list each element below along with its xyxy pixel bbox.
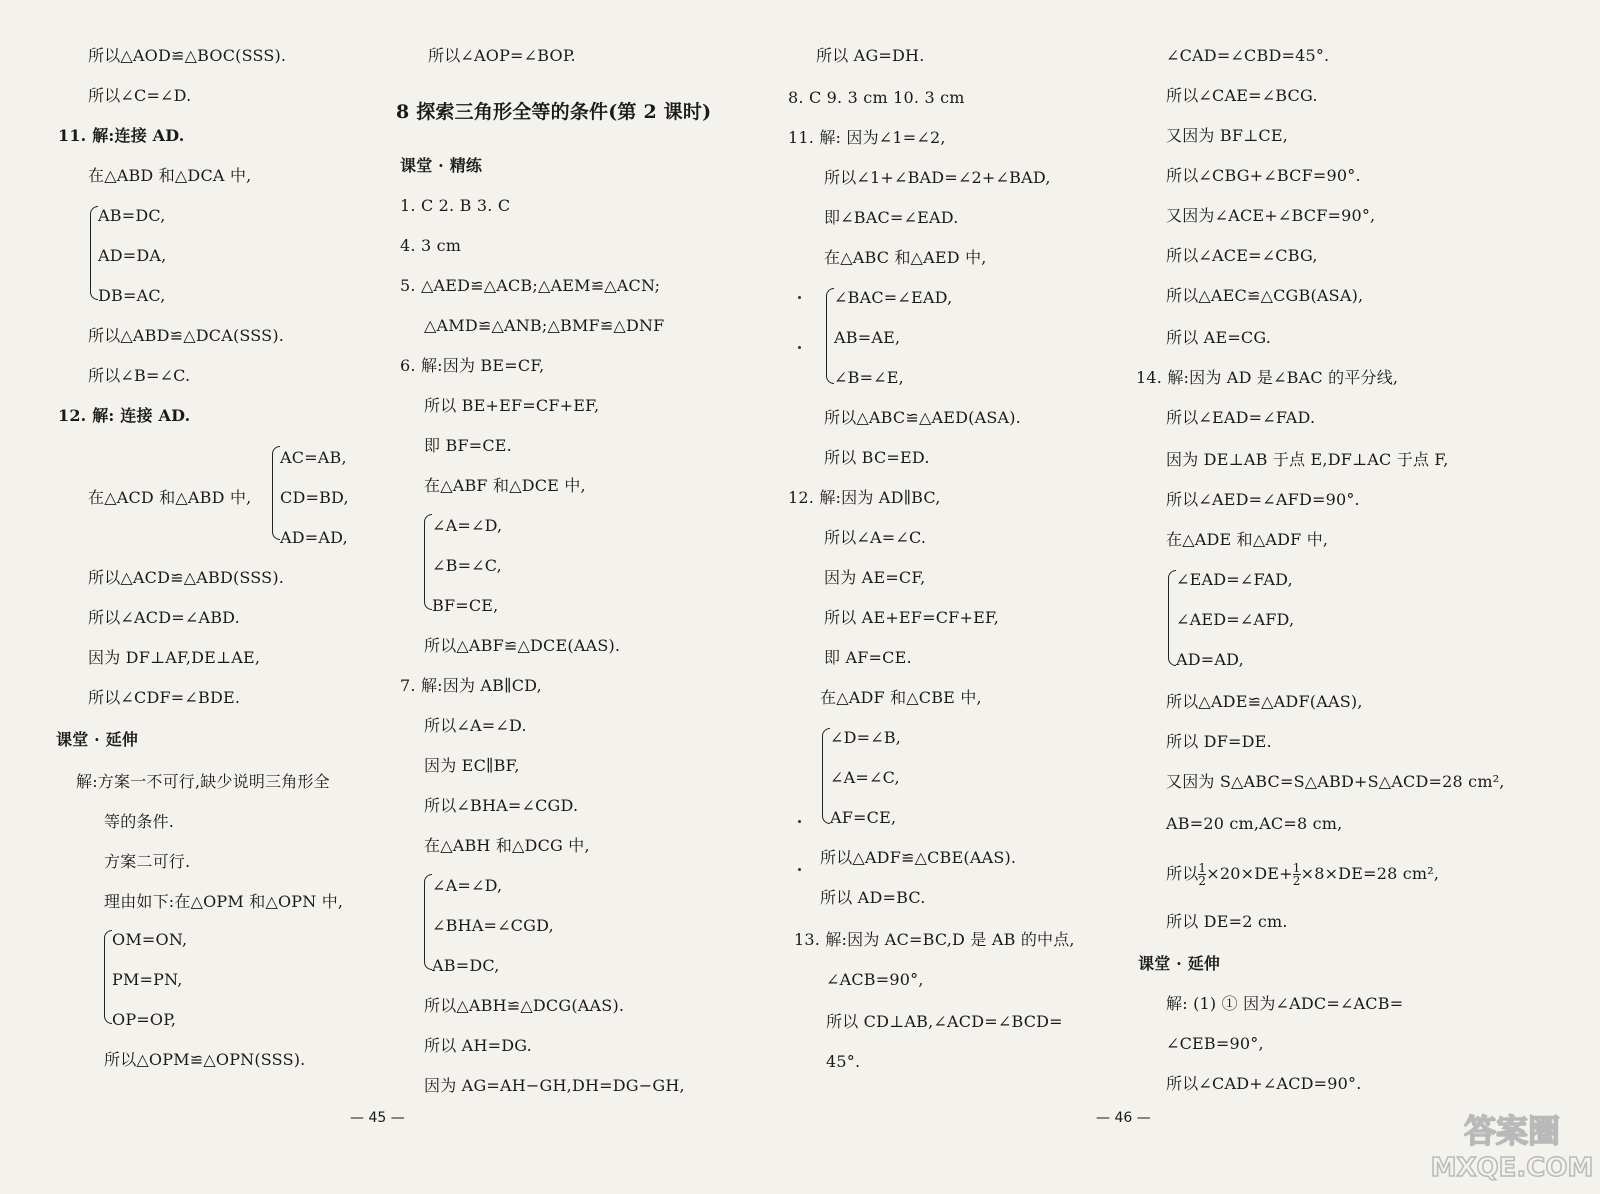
fraction-denominator: 2 bbox=[1292, 874, 1301, 888]
watermark-icon bbox=[1432, 1106, 1592, 1186]
fraction-numerator: 1 bbox=[1198, 861, 1207, 875]
text-line: 所以 DE=2 cm. bbox=[1166, 912, 1288, 931]
text-line: ∠B=∠C, bbox=[432, 556, 502, 575]
brace bbox=[826, 288, 834, 384]
section-extension: 课堂 · 延伸 bbox=[56, 730, 139, 749]
text-line: 在△ABC 和△AED 中, bbox=[824, 248, 987, 267]
brace bbox=[104, 930, 112, 1024]
text-line: 因为 AE=CF, bbox=[824, 568, 926, 587]
text-line: 因为 DE⊥AB 于点 E,DF⊥AC 于点 F, bbox=[1166, 450, 1449, 469]
text-line: 在△ADF 和△CBE 中, bbox=[820, 688, 982, 707]
problem-11: 11. 解:连接 AD. bbox=[58, 126, 185, 145]
text-line: 45°. bbox=[826, 1052, 861, 1071]
text-line: 方案二可行. bbox=[104, 852, 191, 871]
fraction bbox=[1293, 862, 1301, 887]
text-fragment: 所以 bbox=[1166, 864, 1199, 883]
text-line: 所以△ABC≌△AED(ASA). bbox=[824, 408, 1021, 427]
text-line: 所以∠CDF=∠BDE. bbox=[88, 688, 241, 707]
margin-dot bbox=[798, 346, 801, 349]
text-line: AB=DC, bbox=[432, 956, 500, 975]
text-line: 6. 解:因为 BE=CF, bbox=[400, 356, 545, 375]
text-line: 所以∠A=∠D. bbox=[424, 716, 527, 735]
text-line: 所以∠B=∠C. bbox=[88, 366, 191, 385]
watermark-logo bbox=[1432, 1106, 1592, 1186]
problem-12: 12. 解: 连接 AD. bbox=[58, 406, 191, 425]
text-line: 又因为 BF⊥CE, bbox=[1166, 126, 1289, 145]
text-line: 所以△ABH≌△DCG(AAS). bbox=[424, 996, 625, 1015]
text-line: 所以 DF=DE. bbox=[1166, 732, 1272, 751]
text-line: 所以△OPM≌△OPN(SSS). bbox=[104, 1050, 306, 1069]
text-fragment: ×8×DE=28 cm², bbox=[1300, 864, 1440, 883]
text-line: ∠AED=∠AFD, bbox=[1176, 610, 1295, 629]
text-line: 1. C 2. B 3. C bbox=[400, 196, 511, 215]
text-line: 所以△ADE≌△ADF(AAS), bbox=[1166, 692, 1363, 711]
text-line: 所以∠BHA=∠CGD. bbox=[424, 796, 579, 815]
text-line: ∠A=∠D, bbox=[432, 876, 503, 895]
text-line: AF=CE, bbox=[830, 808, 897, 827]
text-line: 所以△ACD≌△ABD(SSS). bbox=[88, 568, 285, 587]
text-line: 所以∠CAD+∠ACD=90°. bbox=[1166, 1074, 1362, 1093]
text-line: 因为 DF⊥AF,DE⊥AE, bbox=[88, 648, 261, 667]
text-line: OP=OP, bbox=[112, 1010, 177, 1029]
text-line: 5. △AED≌△ACB;△AEM≌△ACN; bbox=[400, 276, 661, 295]
text-line: 4. 3 cm bbox=[400, 236, 462, 255]
text-line: ∠A=∠D, bbox=[432, 516, 503, 535]
text-line: AB=AE, bbox=[834, 328, 901, 347]
text-line: 所以 BC=ED. bbox=[824, 448, 930, 467]
text-line: 即∠BAC=∠EAD. bbox=[824, 208, 959, 227]
text-line: 理由如下:在△OPM 和△OPN 中, bbox=[104, 892, 344, 911]
section-extension: 课堂 · 延伸 bbox=[1138, 954, 1221, 973]
text-line: AC=AB, bbox=[280, 448, 347, 467]
text-line: 12. 解:因为 AD∥BC, bbox=[788, 488, 941, 507]
text-line: 解:方案一不可行,缺少说明三角形全 bbox=[76, 772, 330, 791]
text-line: AD=AD, bbox=[1176, 650, 1244, 669]
text-line: 所以 AH=DG. bbox=[424, 1036, 532, 1055]
text-line: AD=AD, bbox=[280, 528, 348, 547]
brace bbox=[424, 874, 432, 970]
text-line: 7. 解:因为 AB∥CD, bbox=[400, 676, 542, 695]
text-line: 在△ABH 和△DCG 中, bbox=[424, 836, 590, 855]
section-heading: 8 探索三角形全等的条件(第 2 课时) bbox=[396, 101, 712, 123]
text-line: 因为 AG=AH−GH,DH=DG−GH, bbox=[424, 1076, 685, 1095]
text-line: 8. C 9. 3 cm 10. 3 cm bbox=[788, 88, 965, 107]
text-line: OM=ON, bbox=[112, 930, 188, 949]
text-line: 所以∠ACE=∠CBG, bbox=[1166, 246, 1318, 265]
text-line: 即 BF=CE. bbox=[424, 436, 512, 455]
text-line: 因为 EC∥BF, bbox=[424, 756, 520, 775]
text-line: CD=BD, bbox=[280, 488, 349, 507]
text-line: ∠ACB=90°, bbox=[826, 970, 924, 989]
text-line: 又因为∠ACE+∠BCF=90°, bbox=[1166, 206, 1376, 225]
text-line: ∠CEB=90°, bbox=[1166, 1034, 1264, 1053]
text-line: 所以∠CAE=∠BCG. bbox=[1166, 86, 1318, 105]
section-practice: 课堂 · 精练 bbox=[400, 156, 483, 175]
text-line: 所以 AD=BC. bbox=[820, 888, 926, 907]
text-line: ∠A=∠C, bbox=[830, 768, 900, 787]
text-line: ∠BHA=∠CGD, bbox=[432, 916, 554, 935]
text-line: ∠EAD=∠FAD, bbox=[1176, 570, 1293, 589]
text-line: 所以△ABD≌△DCA(SSS). bbox=[88, 326, 285, 345]
text-line: 在△ADE 和△ADF 中, bbox=[1166, 530, 1329, 549]
margin-dot bbox=[798, 820, 801, 823]
text-line: PM=PN, bbox=[112, 970, 183, 989]
text-line: △AMD≌△ANB;△BMF≌△DNF bbox=[424, 316, 665, 335]
fraction-numerator: 1 bbox=[1292, 861, 1301, 875]
brace bbox=[424, 514, 432, 610]
text-fragment: ×20×DE+ bbox=[1206, 864, 1293, 883]
text-line: 所以 BE+EF=CF+EF, bbox=[424, 396, 600, 415]
margin-dot bbox=[798, 868, 801, 871]
text-line: AB=20 cm,AC=8 cm, bbox=[1166, 814, 1343, 833]
text-line: ∠BAC=∠EAD, bbox=[834, 288, 953, 307]
text-line: 在△ACD 和△ABD 中, bbox=[88, 488, 252, 507]
text-line: 所以 AG=DH. bbox=[816, 46, 925, 65]
page-number-right: — 46 — bbox=[1096, 1110, 1151, 1126]
fraction-denominator: 2 bbox=[1198, 874, 1207, 888]
fraction-line bbox=[1166, 856, 1439, 892]
text-line: ∠CAD=∠CBD=45°. bbox=[1166, 46, 1330, 65]
text-line: 所以∠CBG+∠BCF=90°. bbox=[1166, 166, 1361, 185]
text-line: 所以∠1+∠BAD=∠2+∠BAD, bbox=[824, 168, 1051, 187]
text-line: 所以△AOD≌△BOC(SSS). bbox=[88, 46, 287, 65]
text-line: 所以△ABF≌△DCE(AAS). bbox=[424, 636, 621, 655]
text-line: 所以△AEC≌△CGB(ASA), bbox=[1166, 286, 1364, 305]
text-line: 所以∠EAD=∠FAD. bbox=[1166, 408, 1316, 427]
brace bbox=[1168, 570, 1176, 666]
text-line: AB=DC, bbox=[98, 206, 166, 225]
text-line: 在△ABF 和△DCE 中, bbox=[424, 476, 586, 495]
text-line: 11. 解: 因为∠1=∠2, bbox=[788, 128, 946, 147]
brace bbox=[90, 206, 98, 300]
text-line: ∠D=∠B, bbox=[830, 728, 902, 747]
text-line: 所以∠AED=∠AFD=90°. bbox=[1166, 490, 1360, 509]
margin-dot bbox=[798, 296, 801, 299]
text-line: 所以 CD⊥AB,∠ACD=∠BCD= bbox=[826, 1012, 1063, 1031]
text-line: BF=CE, bbox=[432, 596, 499, 615]
text-line: ∠B=∠E, bbox=[834, 368, 904, 387]
text-line: 所以∠A=∠C. bbox=[824, 528, 927, 547]
brace bbox=[822, 728, 830, 824]
text-line: 所以 AE+EF=CF+EF, bbox=[824, 608, 1000, 627]
text-line: 所以∠AOP=∠BOP. bbox=[428, 46, 576, 65]
text-line: 所以△ADF≌△CBE(AAS). bbox=[820, 848, 1017, 867]
text-line: 即 AF=CE. bbox=[824, 648, 912, 667]
watermark-text: 答案圈 bbox=[1463, 1112, 1561, 1150]
brace bbox=[272, 446, 280, 540]
watermark-url: MXQE.COM bbox=[1432, 1153, 1592, 1183]
text-line: 在△ABD 和△DCA 中, bbox=[88, 166, 252, 185]
text-line: 解: (1) ① 因为∠ADC=∠ACB= bbox=[1166, 994, 1404, 1013]
text-line: AD=DA, bbox=[98, 246, 167, 265]
text-line: 所以∠C=∠D. bbox=[88, 86, 192, 105]
text-line: 14. 解:因为 AD 是∠BAC 的平分线, bbox=[1136, 368, 1399, 387]
text-line: 所以∠ACD=∠ABD. bbox=[88, 608, 240, 627]
text-line: 13. 解:因为 AC=BC,D 是 AB 的中点, bbox=[794, 930, 1075, 949]
text-line: 所以 AE=CG. bbox=[1166, 328, 1272, 347]
text-line: 又因为 S△ABC=S△ABD+S△ACD=28 cm², bbox=[1166, 772, 1505, 791]
text-line: DB=AC, bbox=[98, 286, 166, 305]
text-line: 等的条件. bbox=[104, 812, 175, 831]
page-number-left: — 45 — bbox=[350, 1110, 405, 1126]
